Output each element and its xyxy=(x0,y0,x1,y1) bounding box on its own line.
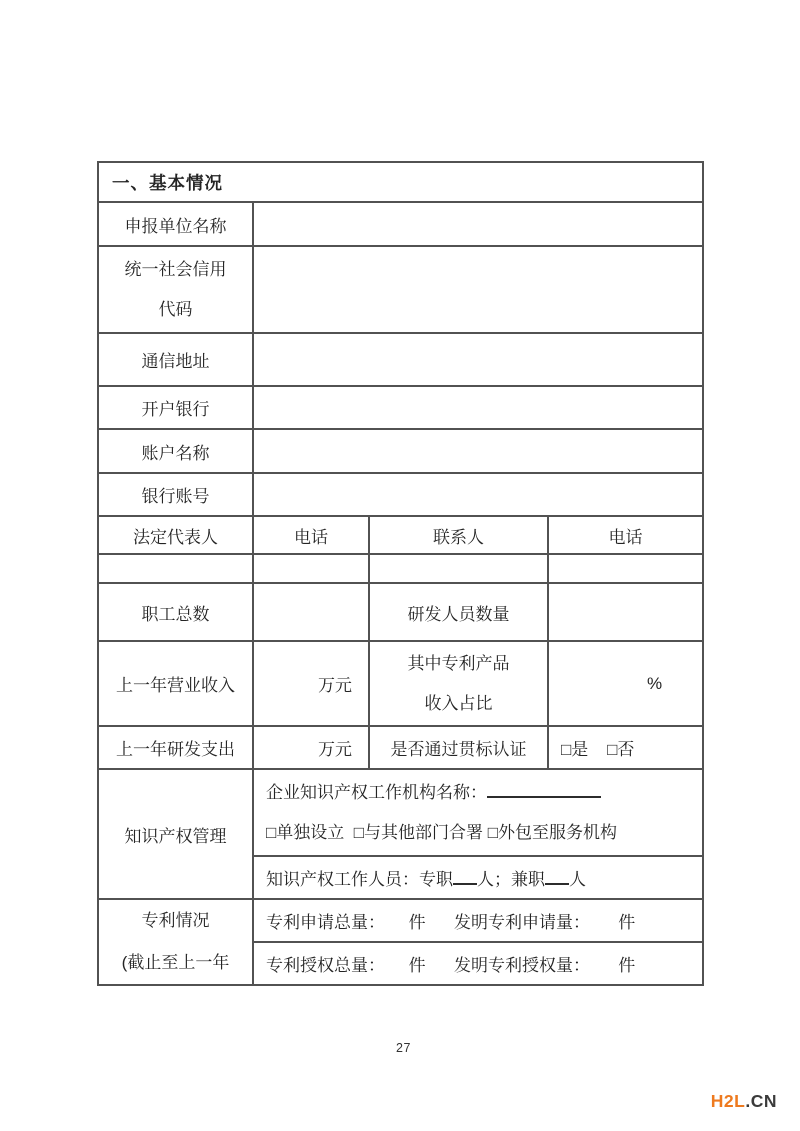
ip-org-name-label: 企业知识产权工作机构名称： xyxy=(266,782,487,802)
watermark-brand: H2L xyxy=(710,1091,746,1111)
field-legal-rep-value xyxy=(98,554,253,583)
field-contact-person-value xyxy=(369,554,548,583)
label-bank: 开户银行 xyxy=(98,386,253,429)
field-rd-staff-value xyxy=(548,583,703,641)
field-phone-1-value xyxy=(253,554,369,583)
page-number: 27 xyxy=(396,1041,411,1055)
field-account-name-value xyxy=(253,429,703,473)
table-row xyxy=(98,516,703,554)
field-declare-unit-value xyxy=(253,202,703,246)
ip-org-name-line xyxy=(266,773,702,813)
blank-line xyxy=(453,865,477,885)
table-row xyxy=(98,641,703,726)
label-contact-person: 联系人 xyxy=(369,516,548,554)
label-credit-code-line1: 统一社会信用 xyxy=(124,259,227,279)
label-patent-product-share-line2: 收入占比 xyxy=(424,693,493,713)
label-patent-product-share-line1: 其中专利产品 xyxy=(407,653,510,673)
patent-grant-row: 专利授权总量： 件 发明专利授权量： 件 xyxy=(253,942,703,985)
label-declare-unit: 申报单位名称 xyxy=(98,202,253,246)
label-credit-code-line2: 代码 xyxy=(158,299,193,319)
ip-staff-cell xyxy=(253,856,703,899)
unit-percent: % xyxy=(548,641,703,726)
label-rd-staff: 研发人员数量 xyxy=(369,583,548,641)
table-row xyxy=(98,899,703,942)
label-patent-status-line1: 专利情况 xyxy=(141,911,210,930)
label-rnd-expense: 上一年研发支出 xyxy=(98,726,253,769)
table-row xyxy=(98,429,703,473)
blank-line xyxy=(545,865,569,885)
patent-apply-row: 专利申请总量： 件 发明专利申请量： 件 xyxy=(253,899,703,942)
table-row xyxy=(98,554,703,583)
ip-org-cell xyxy=(253,769,703,856)
label-account-name: 账户名称 xyxy=(98,429,253,473)
table-row xyxy=(98,726,703,769)
table-row xyxy=(98,246,703,333)
label-legal-rep: 法定代表人 xyxy=(98,516,253,554)
label-ip-management: 知识产权管理 xyxy=(98,769,253,899)
label-cert: 是否通过贯标认证 xyxy=(369,726,548,769)
unit-rnd-expense: 万元 xyxy=(253,726,369,769)
field-staff-total-value xyxy=(253,583,369,641)
field-credit-code-value xyxy=(253,246,703,333)
table-row xyxy=(98,473,703,516)
blank-line xyxy=(487,778,601,798)
watermark-logo xyxy=(711,1091,777,1112)
label-patent-status xyxy=(98,899,253,985)
table-row xyxy=(98,386,703,429)
watermark-suffix: .CN xyxy=(745,1091,777,1111)
section-title: 一、基本情况 xyxy=(98,162,703,202)
label-patent-product-share xyxy=(369,641,548,726)
cert-yes-no-checkboxes: □是 □否 xyxy=(548,726,703,769)
label-credit-code xyxy=(98,246,253,333)
table-row xyxy=(98,162,703,202)
table-row xyxy=(98,202,703,246)
table-row xyxy=(98,333,703,386)
label-address: 通信地址 xyxy=(98,333,253,386)
label-phone-2: 电话 xyxy=(548,516,703,554)
ip-staff-suffix: 人 xyxy=(569,870,586,889)
table-row xyxy=(98,769,703,856)
label-staff-total: 职工总数 xyxy=(98,583,253,641)
unit-revenue: 万元 xyxy=(253,641,369,726)
table-row xyxy=(98,583,703,641)
label-account-no: 银行账号 xyxy=(98,473,253,516)
field-address-value xyxy=(253,333,703,386)
label-revenue: 上一年营业收入 xyxy=(98,641,253,726)
basic-info-table xyxy=(97,161,704,986)
label-phone-1: 电话 xyxy=(253,516,369,554)
field-phone-2-value xyxy=(548,554,703,583)
field-account-no-value xyxy=(253,473,703,516)
field-bank-value xyxy=(253,386,703,429)
ip-staff-prefix: 知识产权工作人员：专职 xyxy=(266,870,453,889)
label-patent-status-line2: (截止至上一年 xyxy=(121,953,230,972)
ip-staff-mid: 人；兼职 xyxy=(477,870,545,889)
ip-setup-checkboxes: □单独设立 □与其他部门合署 □外包至服务机构 xyxy=(266,822,617,842)
